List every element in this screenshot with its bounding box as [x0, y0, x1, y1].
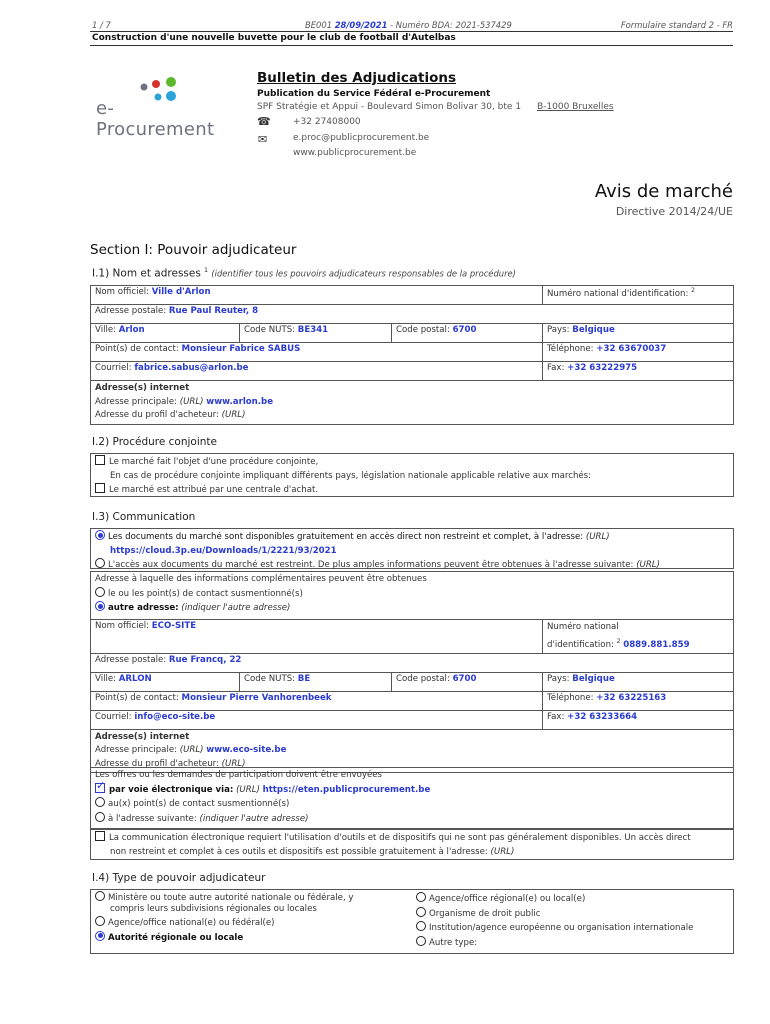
bulletin-city: B-1000 Bruxelles [537, 102, 614, 112]
page-number: 1 / 7 [92, 20, 111, 30]
electronic-tools-checkbox[interactable] [95, 831, 105, 841]
i3-offers-box: Les offres ou les demandes de participation doivent être envoyées ✓par voie électronique via: (URL) https://eten.publicprocurement.be au(x) point(s) de contact susmentionné(s) à l'adresse suivante: (indiquer l'autre adresse) [90, 767, 734, 829]
table-row: Ville: ARLON Code NUTS: BE Code postal: 6700 Pays: Belgique [91, 672, 734, 691]
table-row: Adresse postale: Rue Paul Reuter, 8 [91, 305, 734, 324]
other-address-radio[interactable] [95, 601, 105, 611]
main-url-link[interactable]: www.eco-site.be [206, 745, 287, 756]
national-agency-radio[interactable] [95, 916, 105, 926]
table-row: Adresse(s) internet Adresse principale: (URL) www.arlon.be Adresse du profil d'acheteur: (URL) [91, 381, 734, 425]
i3-heading: I.3) Communication [92, 511, 196, 523]
regional-agency-radio[interactable] [416, 892, 426, 902]
i1-heading: I.1) Nom et adresses $^1$ (identifier tous les pouvoirs adjudicateurs responsables de la procédure) [92, 267, 516, 280]
i2-box: Le marché fait l'objet d'une procédure conjointe, En cas de procédure conjointe impliquant différents pays, législation nationale applicable relative aux marchés: Le marché est attribué par une centrale d'achat. [90, 453, 734, 497]
logo-text: e-Procurement [96, 98, 215, 140]
table-row: Point(s) de contact: Monsieur Pierre Vanhorenbeek Téléphone: +32 63225163 [91, 691, 734, 710]
bulletin-address: SPF Stratégie et Appui - Boulevard Simon Bolivar 30, bte 1 [257, 102, 522, 112]
table-row: Nom officiel: Ville d'Arlon Numéro national d'identification: $^2$ [91, 286, 734, 305]
i3-info-box: Adresse à laquelle des informations complémentaires peuvent être obtenues le ou les point(s) de contact susmentionné(s) autre adresse: (indiquer l'autre adresse) [90, 571, 734, 620]
official-name: Ville d'Arlon [151, 287, 211, 297]
i4-box [90, 889, 734, 954]
table-row: Courriel: fabrice.sabus@arlon.be Fax: +32 63222975 [91, 362, 734, 381]
table-row: Adresse postale: Rue Francq, 22 [91, 653, 734, 672]
ministry-radio[interactable] [95, 891, 105, 901]
docs-free-radio[interactable] [95, 530, 105, 540]
i4-right-options: Agence/office régional(e) ou local(e) Organisme de droit public Institution/agence européenne ou organisation internationale Autre type: [416, 892, 734, 950]
offers-contact-radio[interactable] [95, 797, 105, 807]
public-body-radio[interactable] [416, 907, 426, 917]
main-url-link[interactable]: www.arlon.be [206, 396, 274, 407]
bulletin-phone: +32 27408000 [293, 117, 361, 127]
bulletin-title: Bulletin des Adjudications [257, 70, 457, 86]
other-type-radio[interactable] [416, 936, 426, 946]
i3-docs-box: Les documents du marché sont disponibles gratuitement en accès direct non restreint et complet, à l'adresse: (URL) https://cloud.3p.eu/Downloads/1/2221/93/2021 L'accès aux documents du marché est restreint. De plus amples informations peuvent être obtenues à l'adresse suivante: (URL) [90, 528, 734, 569]
project-title: Construction d'une nouvelle buvette pour le club de football d'Autelbas [92, 33, 456, 43]
avis-directive: Directive 2014/24/UE [615, 205, 733, 218]
i4-left-options: Ministère ou toute autre autorité nationale ou fédérale, y compris leurs subdivisions régionales ou locales Agence/office national(e) ou fédéral(e) Autorité régionale ou locale [95, 891, 405, 945]
i3-table [90, 619, 734, 773]
reference-date: 28/09/2021 [334, 20, 388, 30]
i4-heading: I.4) Type de pouvoir adjudicateur [92, 872, 266, 884]
bulletin-web[interactable]: www.publicprocurement.be [293, 148, 417, 158]
regional-authority-radio[interactable] [95, 931, 105, 941]
docs-restricted-radio[interactable] [95, 558, 105, 568]
i2-heading: I.2) Procédure conjointe [92, 436, 217, 448]
contact-point-radio[interactable] [95, 587, 105, 597]
table-row: Point(s) de contact: Monsieur Fabrice SABUS Téléphone: +32 63670037 [91, 343, 734, 362]
table-row: Courriel: info@eco-site.be Fax: +32 63233664 [91, 710, 734, 729]
avis-title: Avis de marché [594, 181, 733, 202]
i3-elec-box: La communication électronique requiert l'utilisation d'outils et de dispositifs qui ne sont pas généralement disponibles. Un accès direct non restreint et complet à ces outils et dispositifs est possible gratuitement à l'adresse: (URL) [90, 829, 734, 860]
i1-table [90, 285, 734, 425]
header-rule [90, 31, 733, 32]
joint-procedure-checkbox[interactable] [95, 455, 105, 465]
header-rule-bottom [90, 45, 733, 46]
offers-url-link[interactable]: https://eten.publicprocurement.be [262, 784, 431, 795]
phone-icon: ☎ [257, 115, 271, 128]
email-link[interactable]: info@eco-site.be [134, 711, 216, 722]
table-row: Nom officiel: ECO-SITE Numéro national d'identification: $^2$ 0889.881.859 [91, 620, 734, 654]
reference: BE001 28/09/2021 - Numéro BDA: 2021-537429 [305, 20, 512, 30]
central-purchasing-checkbox[interactable] [95, 483, 105, 493]
eu-institution-radio[interactable] [416, 921, 426, 931]
electronic-submission-checkbox[interactable] [95, 783, 105, 793]
section-title: Section I: Pouvoir adjudicateur [90, 242, 297, 258]
email-link[interactable]: fabrice.sabus@arlon.be [134, 363, 249, 373]
e-procurement-logo [94, 76, 224, 140]
docs-url-link[interactable]: https://cloud.3p.eu/Downloads/1/2221/93/2021 [110, 545, 337, 556]
offers-address-radio[interactable] [95, 812, 105, 822]
bulletin-email[interactable]: e.proc@publicprocurement.be [293, 133, 430, 143]
table-row: Adresse(s) internet Adresse principale: (URL) www.eco-site.be Adresse du profil d'acheteur: (URL) [91, 729, 734, 773]
form-type: Formulaire standard 2 - FR [620, 20, 733, 30]
table-row: Ville: Arlon Code NUTS: BE341 Code postal: 6700 Pays: Belgique [91, 324, 734, 343]
mail-icon: ✉ [258, 133, 268, 146]
bulletin-subtitle: Publication du Service Fédéral e-Procurement [257, 89, 491, 99]
